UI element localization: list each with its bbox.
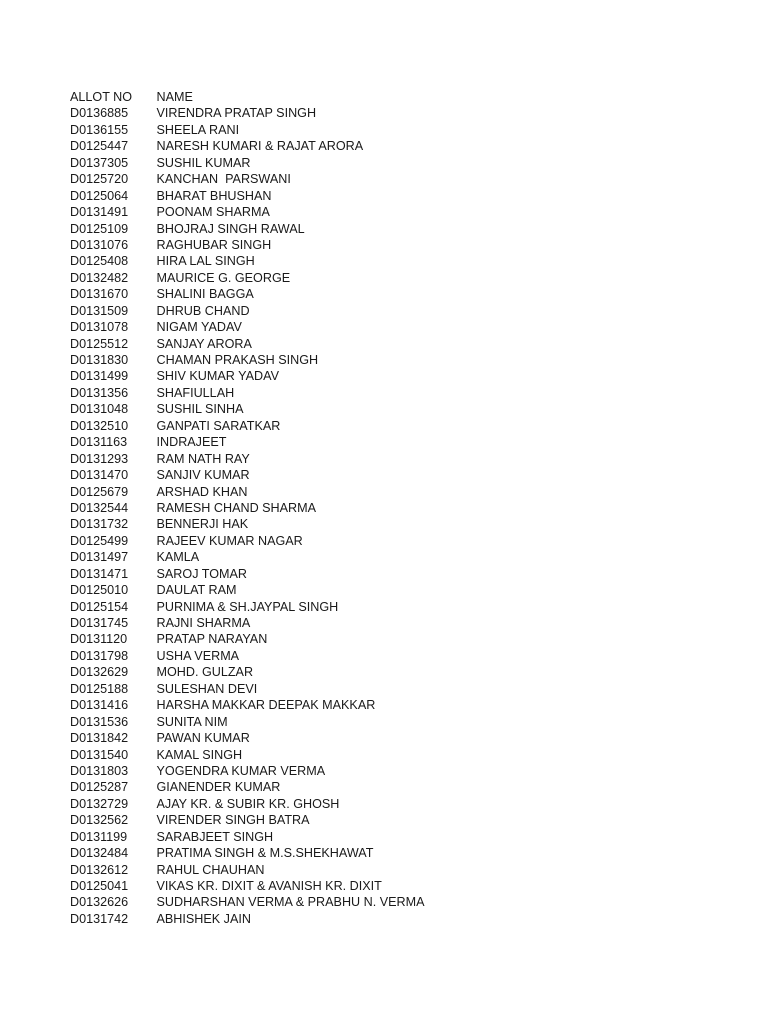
table-row [70, 533, 710, 549]
name-cell: VIRENDRA PRATAP SINGH [156, 106, 317, 121]
allotment-table [70, 89, 710, 927]
allot-no-cell: D0132612 [70, 862, 129, 877]
allot-no-cell: D0125512 [70, 336, 129, 351]
allot-no-cell: D0137305 [70, 155, 129, 170]
allot-no-cell: D0125154 [70, 599, 129, 614]
name-cell: SULESHAN DEVI [156, 681, 258, 696]
table-row [70, 418, 710, 434]
table-row [70, 615, 710, 631]
table-row [70, 763, 710, 779]
name-cell: YOGENDRA KUMAR VERMA [156, 763, 326, 778]
table-row [70, 714, 710, 730]
allot-no-cell: D0131842 [70, 731, 129, 746]
table-row [70, 664, 710, 680]
allot-no-cell: D0132629 [70, 665, 129, 680]
table-row [70, 286, 710, 302]
allot-no-cell: D0131798 [70, 648, 129, 663]
name-cell: PURNIMA & SH.JAYPAL SINGH [156, 599, 339, 614]
allot-no-cell: D0136155 [70, 122, 129, 137]
allot-no-cell: D0131509 [70, 303, 129, 318]
name-cell: SAROJ TOMAR [156, 566, 248, 581]
table-row [70, 730, 710, 746]
name-cell: SHALINI BAGGA [156, 287, 254, 302]
table-row [70, 845, 710, 861]
table-row [70, 516, 710, 532]
allot-no-cell: D0132562 [70, 813, 129, 828]
name-cell: BENNERJI HAK [156, 517, 249, 532]
table-row [70, 697, 710, 713]
allot-no-cell: D0131732 [70, 517, 129, 532]
name-cell: INDRAJEET [156, 435, 227, 450]
name-cell: CHAMAN PRAKASH SINGH [156, 353, 319, 367]
allot-no-cell: D0131416 [70, 698, 129, 713]
name-cell: RAM NATH RAY [156, 451, 250, 466]
allot-no-cell: D0131199 [70, 829, 128, 844]
header-allot-no: ALLOT NO [70, 90, 133, 104]
table-row [70, 566, 710, 582]
name-cell: SANJAY ARORA [156, 336, 252, 351]
name-cell: SHAFIULLAH [156, 385, 235, 400]
allot-no-cell: D0131076 [70, 237, 129, 252]
table-row [70, 911, 710, 927]
table-header-row [70, 89, 710, 105]
table-row [70, 878, 710, 894]
name-cell: SARABJEET SINGH [156, 829, 274, 844]
name-cell: MOHD. GULZAR [156, 665, 254, 680]
name-cell: KAMAL SINGH [156, 747, 243, 762]
name-cell: VIRENDER SINGH BATRA [156, 813, 310, 828]
table-row [70, 122, 710, 138]
name-cell: HARSHA MAKKAR DEEPAK MAKKAR [156, 698, 376, 713]
allot-no-cell: D0125408 [70, 254, 129, 269]
allot-no-cell: D0132729 [70, 796, 129, 811]
name-cell: SUNITA NIM [156, 714, 228, 729]
name-cell: DAULAT RAM [156, 583, 237, 598]
name-cell: USHA VERMA [156, 648, 240, 663]
name-cell: NARESH KUMARI & RAJAT ARORA [156, 139, 364, 154]
allot-no-cell: D0125287 [70, 780, 129, 795]
allot-no-cell: D0132484 [70, 846, 129, 861]
table-row [70, 105, 710, 121]
name-cell: SHEELA RANI [156, 122, 240, 137]
table-row [70, 467, 710, 483]
allot-no-cell: D0132482 [70, 270, 129, 285]
allot-no-cell: D0131163 [70, 435, 128, 450]
name-cell: AJAY KR. & SUBIR KR. GHOSH [156, 796, 340, 811]
table-row [70, 500, 710, 516]
allot-no-cell: D0125010 [70, 583, 129, 598]
allot-no-cell: D0132626 [70, 895, 129, 910]
table-row [70, 237, 710, 253]
table-row [70, 862, 710, 878]
table-row [70, 829, 710, 845]
allot-no-cell: D0125447 [70, 139, 129, 154]
allot-no-cell: D0131356 [70, 385, 129, 400]
allot-no-cell: D0125188 [70, 681, 129, 696]
name-cell: RAJEEV KUMAR NAGAR [156, 533, 303, 548]
table-row [70, 434, 710, 450]
name-cell: SANJIV KUMAR [156, 468, 250, 483]
name-cell: RAHUL CHAUHAN [156, 862, 265, 877]
allot-no-cell: D0125041 [70, 879, 129, 893]
name-cell: PAWAN KUMAR [156, 731, 250, 746]
allot-no-cell: D0131745 [70, 616, 129, 630]
name-cell: RAGHUBAR SINGH [156, 237, 272, 252]
name-cell: PRATAP NARAYAN [156, 632, 268, 647]
table-row [70, 401, 710, 417]
allot-no-cell: D0125679 [70, 484, 129, 499]
table-row [70, 582, 710, 598]
table-row [70, 451, 710, 467]
table-row [70, 894, 710, 910]
table-row [70, 336, 710, 352]
name-cell: NIGAM YADAV [156, 320, 242, 335]
table-row [70, 631, 710, 647]
allot-no-cell: D0125720 [70, 172, 129, 187]
table-row [70, 779, 710, 795]
allot-no-cell: D0131120 [70, 632, 128, 647]
name-cell: RAMESH CHAND SHARMA [156, 500, 317, 515]
allot-no-cell: D0131078 [70, 320, 129, 335]
table-row [70, 352, 710, 368]
allot-no-cell: D0125499 [70, 533, 129, 548]
table-row [70, 368, 710, 384]
allot-no-cell: D0131803 [70, 763, 129, 778]
allot-no-cell: D0131670 [70, 287, 129, 302]
name-cell: PRATIMA SINGH & M.S.SHEKHAWAT [156, 846, 374, 861]
table-row [70, 599, 710, 615]
allot-no-cell: D0131293 [70, 451, 129, 466]
name-cell: KAMLA [156, 550, 200, 565]
name-cell: BHARAT BHUSHAN [156, 188, 272, 203]
allot-no-cell: D0131491 [70, 205, 129, 220]
allot-no-cell: D0131048 [70, 402, 129, 417]
allot-no-cell: D0131470 [70, 468, 129, 483]
name-cell: POONAM SHARMA [156, 205, 270, 220]
allot-no-cell: D0131471 [70, 566, 129, 581]
table-row [70, 681, 710, 697]
allot-no-cell: D0136885 [70, 106, 129, 121]
name-cell: MAURICE G. GEORGE [156, 270, 291, 285]
table-row [70, 319, 710, 335]
name-cell: ABHISHEK JAIN [156, 911, 251, 926]
name-cell: DHRUB CHAND [156, 303, 250, 318]
table-row [70, 188, 710, 204]
table-row [70, 270, 710, 286]
name-cell: SHIV KUMAR YADAV [156, 369, 279, 384]
allot-no-cell: D0131499 [70, 369, 129, 384]
table-row [70, 171, 710, 187]
name-cell: RAJNI SHARMA [156, 616, 251, 630]
allot-no-cell: D0131742 [70, 911, 129, 926]
table-body [70, 105, 710, 927]
table-row [70, 796, 710, 812]
table-row [70, 155, 710, 171]
table-row [70, 253, 710, 269]
name-cell: GIANENDER KUMAR [156, 780, 281, 795]
table-row [70, 648, 710, 664]
allot-no-cell: D0125064 [70, 188, 129, 203]
allot-no-cell: D0132510 [70, 418, 129, 433]
name-cell: SUSHIL KUMAR [156, 155, 251, 170]
allot-no-cell: D0132544 [70, 500, 129, 515]
table-row [70, 549, 710, 565]
table-row [70, 484, 710, 500]
table-row [70, 747, 710, 763]
name-cell: BHOJRAJ SINGH RAWAL [156, 221, 305, 236]
allot-no-cell: D0131497 [70, 550, 129, 565]
allot-no-cell: D0131830 [70, 353, 129, 367]
allot-no-cell: D0125109 [70, 221, 129, 236]
name-cell: SUDHARSHAN VERMA & PRABHU N. VERMA [156, 895, 425, 910]
table-row [70, 138, 710, 154]
table-row [70, 204, 710, 220]
table-row [70, 812, 710, 828]
table-row [70, 385, 710, 401]
name-cell: SUSHIL SINHA [156, 402, 244, 417]
allot-no-cell: D0131536 [70, 714, 129, 729]
name-cell: ARSHAD KHAN [156, 484, 248, 499]
header-name: NAME [156, 90, 193, 104]
name-cell: VIKAS KR. DIXIT & AVANISH KR. DIXIT [156, 879, 382, 893]
name-cell: HIRA LAL SINGH [156, 254, 255, 269]
name-cell: GANPATI SARATKAR [156, 418, 281, 433]
name-cell: KANCHAN PARSWANI [156, 172, 291, 187]
allot-no-cell: D0131540 [70, 747, 129, 762]
table-row [70, 221, 710, 237]
table-row [70, 303, 710, 319]
